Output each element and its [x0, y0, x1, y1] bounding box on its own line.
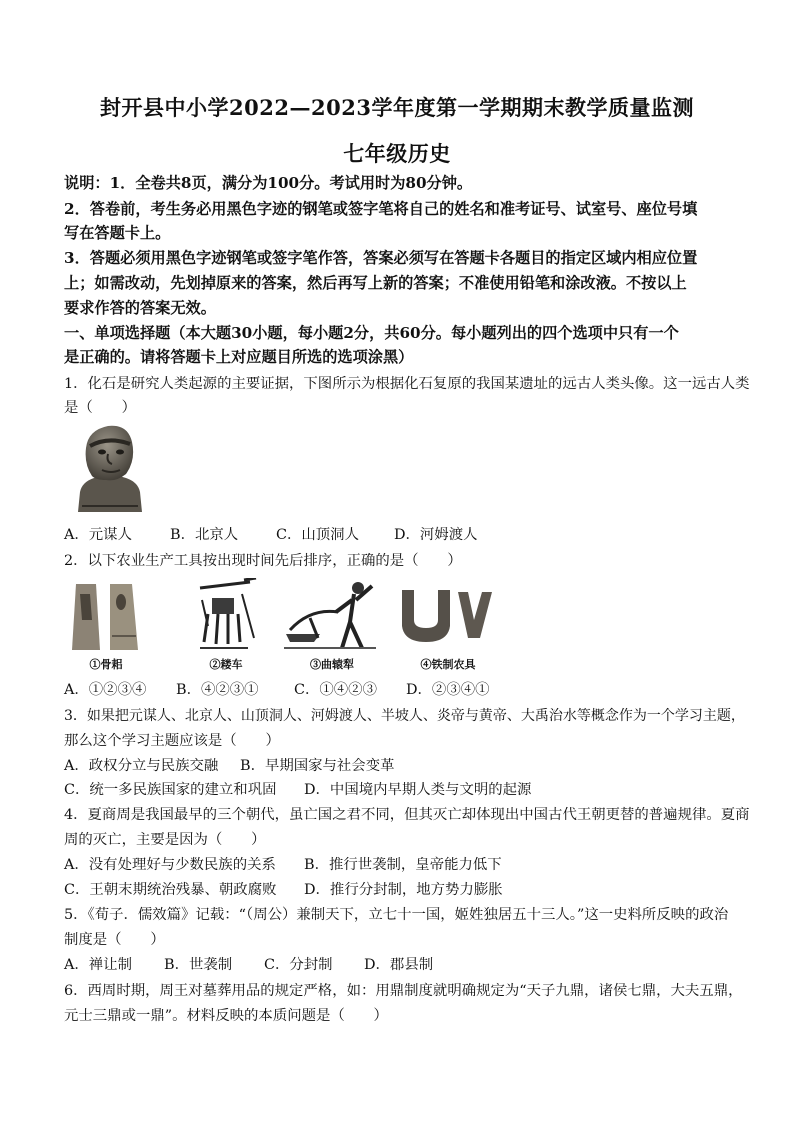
option-a[interactable]: A．政权分立与民族交融	[64, 758, 219, 774]
option-a[interactable]: A．没有处理好与少数民族的关系	[64, 857, 276, 873]
question-2-options	[64, 680, 742, 700]
option-b[interactable]: B．北京人	[170, 527, 239, 543]
question-1-stem: 是（ ）	[64, 400, 136, 416]
ancient-human-bust-image	[68, 420, 150, 512]
question-4-options	[64, 855, 742, 875]
question-6-stem: 元士三鼎或一鼎”。材料反映的本质问题是（ ）	[64, 1008, 388, 1024]
option-d[interactable]: D．中国境内早期人类与文明的起源	[304, 782, 532, 798]
tool-caption-1: ①骨耜	[89, 658, 123, 671]
option-a[interactable]: A．①②③④	[64, 682, 147, 698]
option-c[interactable]: C．统一多民族国家的建立和巩固	[64, 782, 277, 798]
option-d[interactable]: D．推行分封制，地方势力膨胀	[304, 882, 503, 898]
question-3-stem: 3．如果把元谋人、北京人、山顶洞人、河姆渡人、半坡人、炎帝与黄帝、大禹治水等概念作为一个学习主题，	[64, 708, 745, 724]
option-b[interactable]: B．世袭制	[164, 957, 233, 973]
instruction-line: 2．答卷前，考生务必用黑色字迹的钢笔或签字笔将自己的姓名和准考证号、试室号、座位号填	[64, 200, 698, 218]
instruction-line: 上；如需改动，先划掉原来的答案，然后再写上新的答案；不准使用铅笔和涂改液。不按以上	[64, 274, 687, 292]
question-1-options	[64, 525, 742, 545]
bone-spade-image	[70, 580, 142, 652]
option-d[interactable]: D．②③④①	[406, 682, 490, 698]
question-1-stem: 1．化石是研究人类起源的主要证据，下图所示为根据化石复原的我国某遗址的远古人类头像。这一远古人类	[64, 376, 750, 392]
option-a[interactable]: A．禅让制	[64, 957, 132, 973]
option-b[interactable]: B．推行世袭制，皇帝能力低下	[304, 857, 502, 873]
tool-caption-4: ④铁制农具	[420, 658, 476, 671]
instruction-line: 3．答题必须用黑色字迹钢笔或签字笔作答，答案必须写在答题卡各题目的指定区域内相应位置	[64, 249, 698, 267]
option-b[interactable]: B．④②③①	[176, 682, 259, 698]
section-heading: 是正确的。请将答题卡上对应题目所选的选项涂黑）	[64, 348, 414, 366]
iron-tools-image	[398, 586, 494, 646]
option-b[interactable]: B．早期国家与社会变革	[240, 758, 395, 774]
question-4-stem: 4．夏商周是我国最早的三个朝代，虽亡国之君不同，但其灭亡却体现出中国古代王朝更替的普遍规律。夏商	[64, 807, 750, 823]
option-c[interactable]: C．王朝末期统治残暴、朝政腐败	[64, 882, 277, 898]
tool-caption-2: ②耧车	[209, 658, 243, 671]
question-3-options	[64, 756, 742, 776]
question-6-stem: 6．西周时期，周王对墓葬用品的规定严格，如：用鼎制度就明确规定为“天子九鼎，诸侯七鼎，大夫五鼎，	[64, 983, 743, 999]
question-4-options	[64, 880, 742, 900]
tool-caption-3: ③曲辕犁	[310, 658, 354, 671]
option-d[interactable]: D．郡县制	[364, 957, 434, 973]
instruction-line: 说明：1．全卷共8页，满分为100分。考试用时为80分钟。	[64, 174, 473, 192]
seed-drill-image	[194, 578, 260, 654]
section-heading: 一、单项选择题（本大题30小题，每小题2分，共60分。每小题列出的四个选项中只有一个	[64, 324, 679, 342]
option-c[interactable]: C．①④②③	[294, 682, 377, 698]
option-d[interactable]: D．河姆渡人	[394, 527, 478, 543]
question-3-stem: 那么这个学习主题应该是（ ）	[64, 733, 280, 749]
option-c[interactable]: C．山顶洞人	[276, 527, 359, 543]
instruction-line: 写在答题卡上。	[64, 224, 171, 242]
instruction-line: 要求作答的答案无效。	[64, 299, 216, 317]
exam-subtitle: 七年级历史	[343, 141, 451, 166]
question-4-stem: 周的灭亡，主要是因为（ ）	[64, 832, 266, 848]
curved-plough-image	[280, 578, 380, 654]
question-5-stem: 5．《荀子．儒效篇》记载：“（周公）兼制天下，立七十一国，姬姓独居五十三人。”这一史料所反映的政治	[64, 907, 729, 923]
question-3-options	[64, 780, 742, 800]
exam-title: 封开县中小学2022—2023学年度第一学期期末教学质量监测	[100, 95, 694, 120]
option-c[interactable]: C．分封制	[264, 957, 333, 973]
question-5-stem: 制度是（ ）	[64, 932, 165, 948]
option-a[interactable]: A．元谋人	[64, 527, 132, 543]
question-5-options	[64, 955, 742, 975]
question-2-stem: 2．以下农业生产工具按出现时间先后排序，正确的是（ ）	[64, 553, 462, 569]
